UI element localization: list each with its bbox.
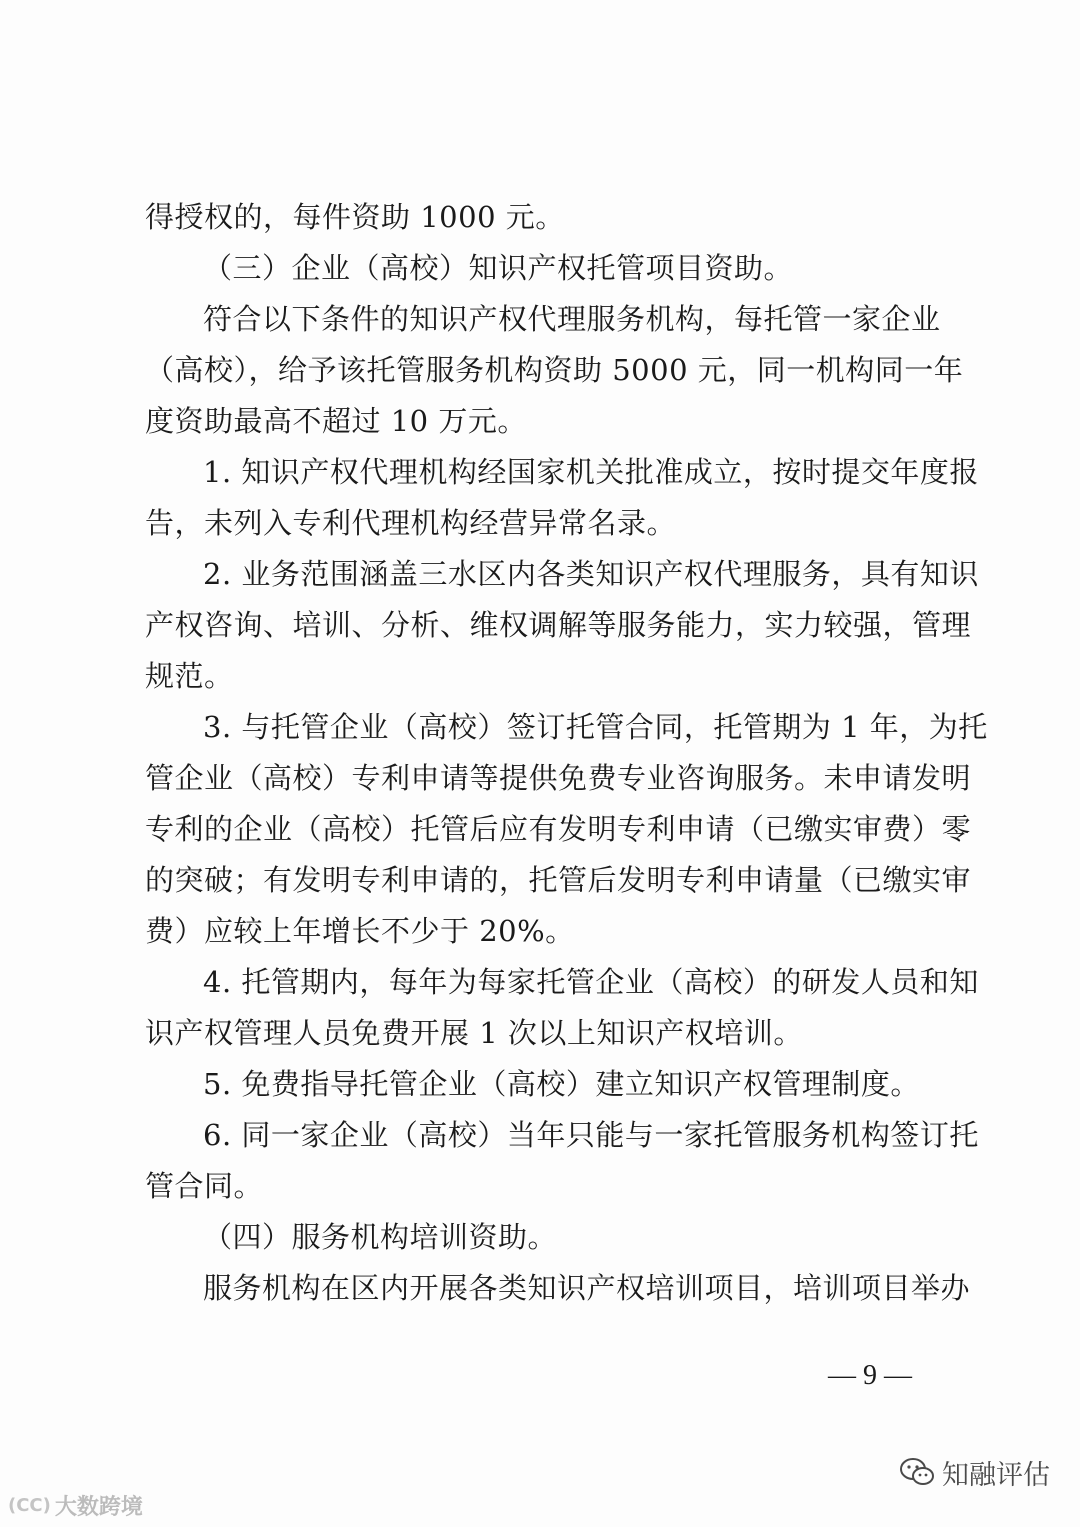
section-heading-3: （三）企业（高校）知识产权托管项目资助。 bbox=[203, 251, 794, 285]
watermark-left-text: 大数跨境 bbox=[54, 1494, 143, 1520]
list-item-4: 4. 托管期内，每年为每家托管企业（高校）的研发人员和知 bbox=[203, 965, 979, 999]
watermark-left bbox=[8, 1490, 143, 1520]
text-line-15: 费）应较上年增长不少于 20%。 bbox=[145, 914, 575, 948]
page-number: — 9 — bbox=[828, 1360, 912, 1391]
list-item-1: 1. 知识产权代理机构经国家机关批准成立，按时提交年度报 bbox=[203, 455, 979, 489]
text-line-13: 专利的企业（高校）托管后应有发明专利申请（已缴实审费）零 bbox=[145, 812, 972, 846]
watermark-right bbox=[900, 1452, 1050, 1492]
list-item-2: 2. 业务范围涵盖三水区内各类知识产权代理服务，具有知识 bbox=[203, 557, 979, 591]
list-item-6: 6. 同一家企业（高校）当年只能与一家托管服务机构签订托 bbox=[203, 1118, 979, 1152]
text-line-3: 符合以下条件的知识产权代理服务机构，每托管一家企业 bbox=[203, 302, 941, 336]
list-item-5: 5. 免费指导托管企业（高校）建立知识产权管理制度。 bbox=[203, 1067, 920, 1101]
text-line-22: 服务机构在区内开展各类知识产权培训项目，培训项目举办 bbox=[203, 1271, 971, 1305]
wechat-icon bbox=[900, 1457, 934, 1487]
text-line-10: 规范。 bbox=[145, 659, 234, 693]
text-line-9: 产权咨询、培训、分析、维权调解等服务能力，实力较强，管理 bbox=[145, 608, 972, 642]
text-line-12: 管企业（高校）专利申请等提供免费专业咨询服务。未申请发明 bbox=[145, 761, 972, 795]
list-item-3: 3. 与托管企业（高校）签订托管合同，托管期为 1 年，为托 bbox=[203, 710, 988, 744]
watermark-right-text: 知融评估 bbox=[942, 1459, 1050, 1491]
watermark-logo: (CC) bbox=[8, 1494, 51, 1516]
document-body bbox=[145, 192, 988, 1314]
text-line-7: 告，未列入专利代理机构经营异常名录。 bbox=[145, 506, 677, 540]
text-line-20: 管合同。 bbox=[145, 1169, 264, 1203]
text-line-14: 的突破；有发明专利申请的，托管后发明专利申请量（已缴实审 bbox=[145, 863, 972, 897]
text-line-1: 得授权的，每件资助 1000 元。 bbox=[145, 200, 565, 234]
text-line-4: （高校），给予该托管服务机构资助 5000 元，同一机构同一年 bbox=[145, 353, 964, 387]
text-line-5: 度资助最高不超过 10 万元。 bbox=[145, 404, 527, 438]
text-line-17: 识产权管理人员免费开展 1 次以上知识产权培训。 bbox=[145, 1016, 803, 1050]
section-heading-4: （四）服务机构培训资助。 bbox=[203, 1220, 558, 1254]
